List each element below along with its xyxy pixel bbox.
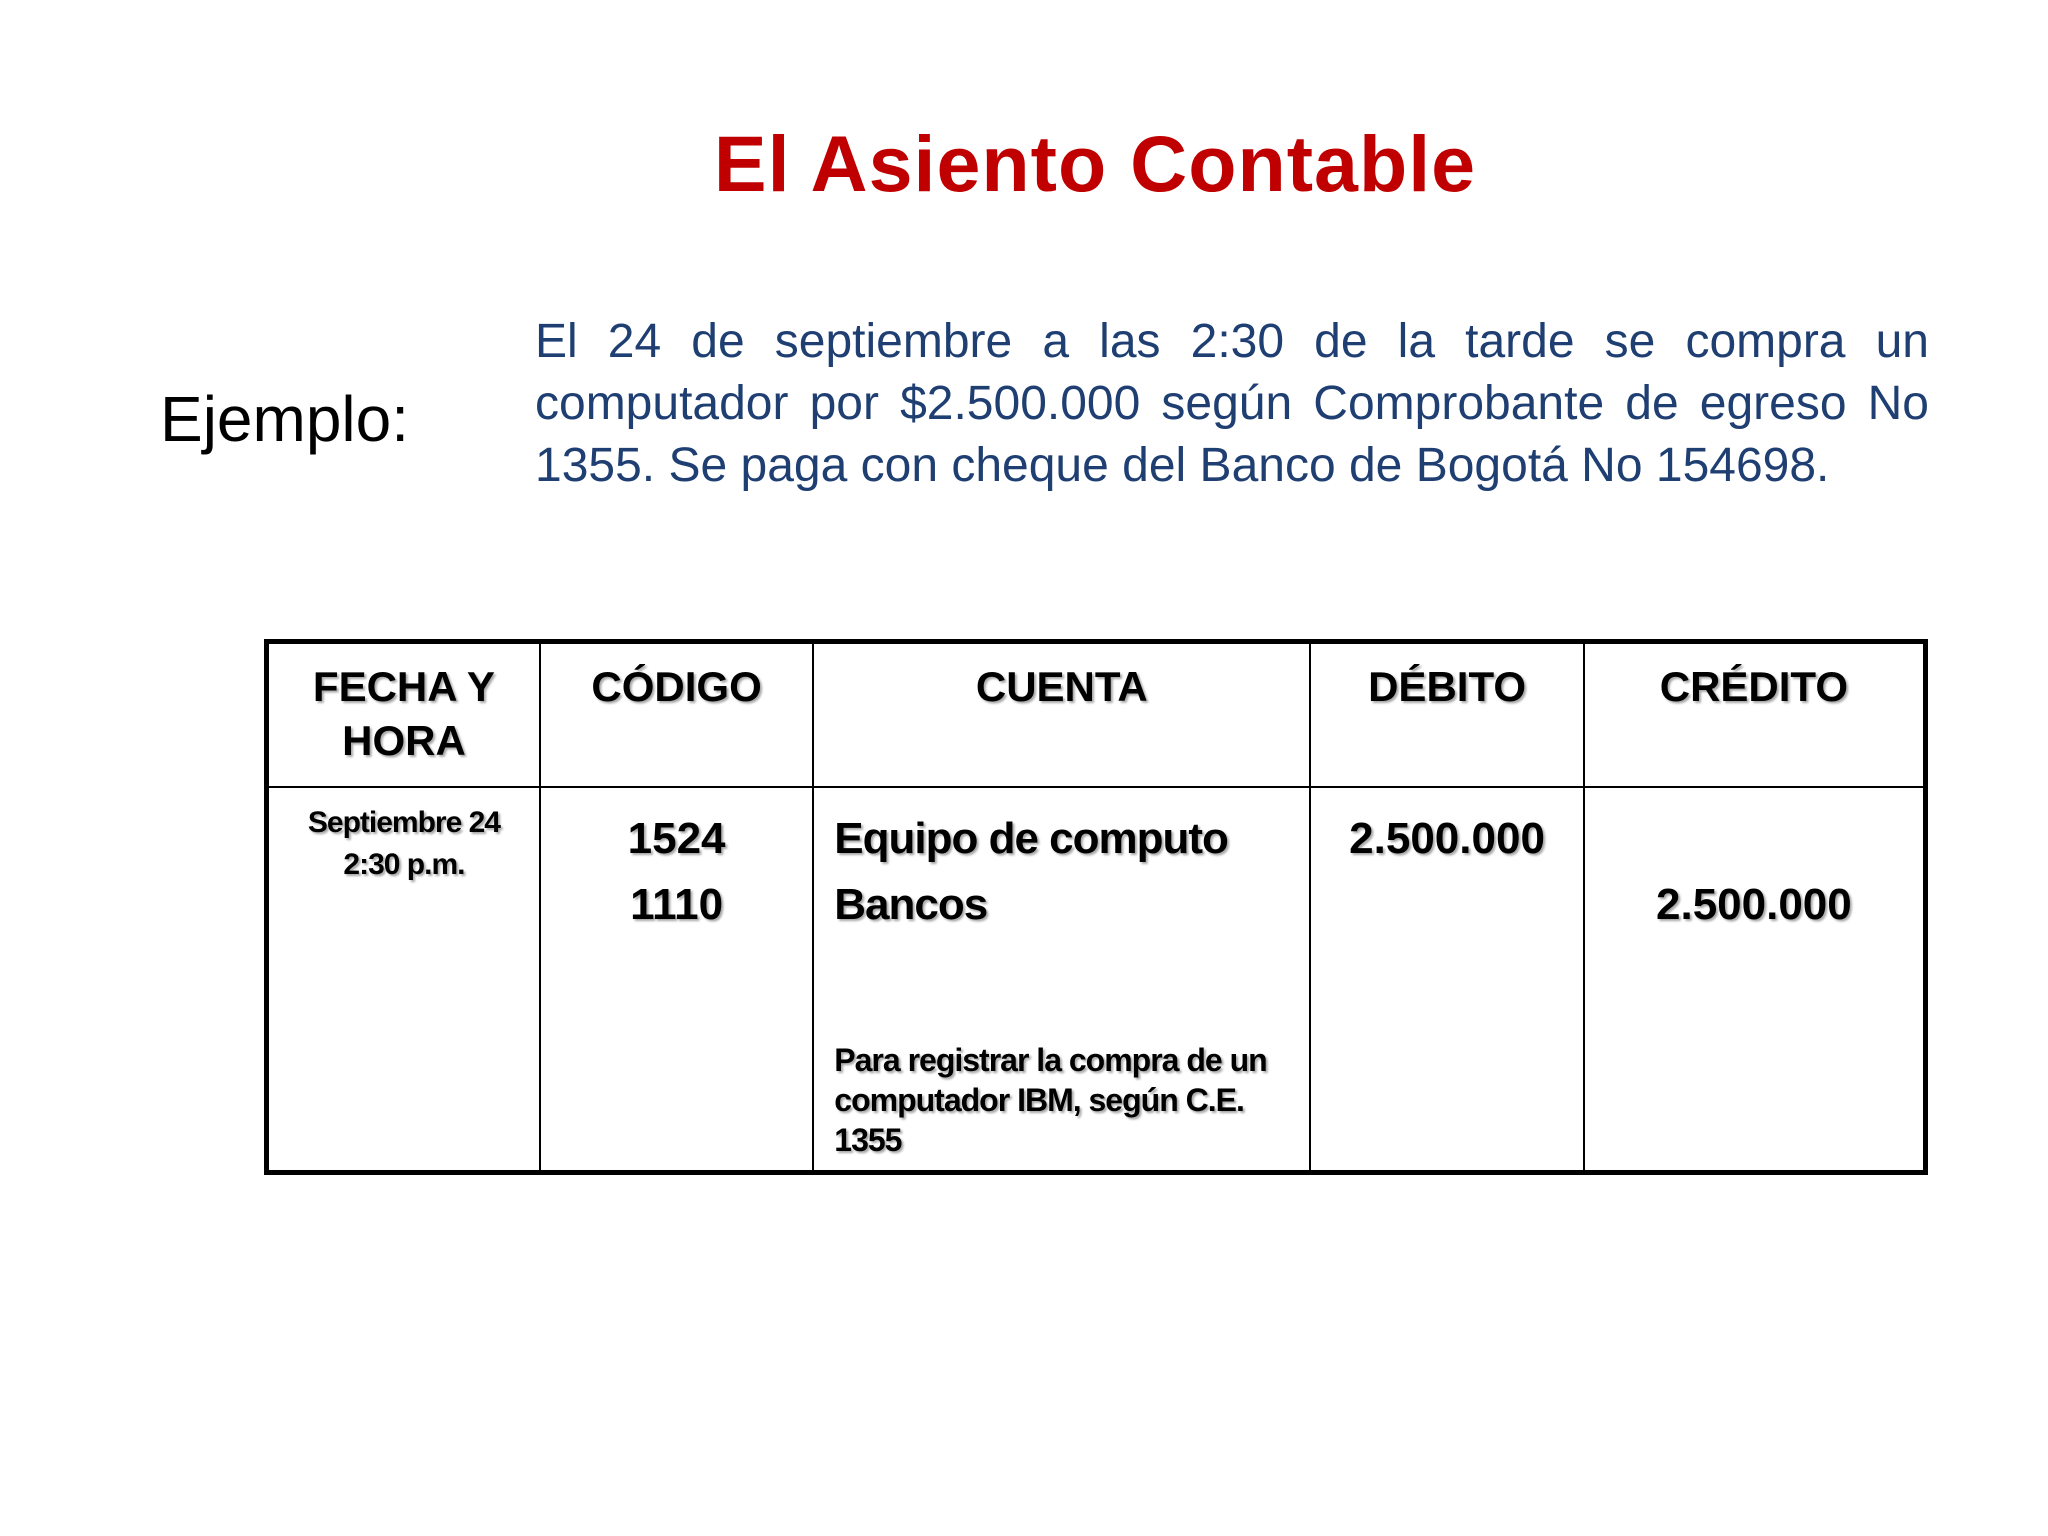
table-header-row	[267, 642, 1926, 788]
credito-spacer	[1586, 806, 1922, 872]
fecha-time: 2:30 p.m.	[343, 848, 465, 881]
header-codigo: CÓDIGO	[540, 642, 813, 788]
slide-title: El Asiento Contable	[713, 119, 1477, 208]
cuenta-equipo: Equipo de computo	[834, 814, 1228, 863]
credito-value: 2.500.000	[1656, 880, 1852, 929]
cell-fecha-hora	[267, 787, 540, 1173]
cell-codigo	[540, 787, 813, 1173]
debito-value: 2.500.000	[1349, 814, 1545, 863]
header-fecha-hora: FECHA Y HORA	[267, 642, 540, 788]
example-description: El 24 de septiembre a las 2:30 de la tarde se compra un computador por $2.500.000 según Comprobante de egreso No 1355. Se paga con cheque del Banco de Bogotá No 154698.	[535, 315, 1929, 492]
codigo-equipo: 1524	[627, 814, 726, 863]
header-debito: DÉBITO	[1310, 642, 1583, 788]
fecha-date: Septiembre 24	[307, 806, 500, 839]
cell-debito	[1310, 787, 1583, 1173]
example-label: Ejemplo:	[160, 383, 409, 455]
journal-entry-table	[264, 639, 1928, 1175]
cell-cuenta	[813, 787, 1310, 1173]
table-row	[267, 787, 1926, 1173]
cuenta-bancos: Bancos	[834, 880, 988, 929]
entry-note: Para registrar la compra de un computador IBM, según C.E. 1355	[834, 1042, 1267, 1158]
cell-credito	[1584, 787, 1926, 1173]
header-cuenta: CUENTA	[813, 642, 1310, 788]
header-credito: CRÉDITO	[1584, 642, 1926, 788]
codigo-bancos: 1110	[630, 880, 724, 929]
